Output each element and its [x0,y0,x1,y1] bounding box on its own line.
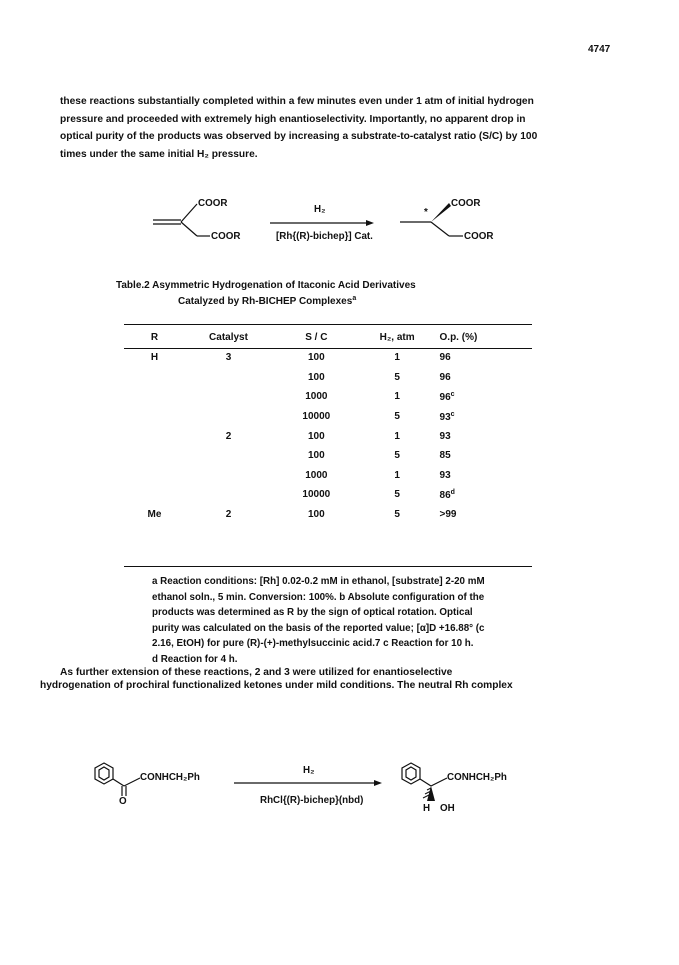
cell-h2: 1 [394,391,400,403]
cell-catalyst [185,368,272,388]
table-header-row [124,326,532,348]
header-catalyst: Catalyst [209,331,248,343]
cell-r [124,466,185,486]
paragraph-2-line: hydrogenation of prochiral functionalized ketones under mild conditions. The neutral Rh complex [40,680,513,691]
table-caption-line: Catalyzed by Rh-BICHEP Complexes$^a$ [178,294,357,307]
product-hydroxyl: OH [440,803,455,814]
product-hydrogen: H [423,803,431,814]
footnote-line: purity was calculated on the basis of the reported value; [α]D +16.88° (c [152,622,485,634]
cell-sc: 100 [307,450,325,462]
table-caption-line: Table.2 Asymmetric Hydrogenation of Itaconic Acid Derivatives [116,280,416,291]
cell-sc: 10000 [302,411,331,423]
cell-op: 96 [439,352,451,364]
scheme-1-catalyst: [Rh{(R)-bichep}] Cat. [276,231,373,242]
cell-catalyst [185,446,272,466]
paragraph-2 [40,666,650,692]
scheme-1-reagent: H₂ [314,204,326,215]
cell-op: 85 [439,450,451,462]
cell-r [124,426,185,446]
cell-op: 86$^d$ [439,488,455,501]
footnote-marker: d [450,488,455,496]
cell-r: Me [147,509,162,521]
footnote-line: a Reaction conditions: [Rh] 0.02-0.2 mM in ethanol, [substrate] 2-20 mM [152,576,485,587]
cell-sc: 1000 [305,391,328,403]
cell-h2: 5 [394,489,400,501]
table-row [124,348,532,368]
cell-sc: 10000 [302,489,331,501]
footnote-line: d Reaction for 4 h. [152,653,238,665]
cell-sc: 100 [307,509,325,521]
table-caption [116,280,416,308]
footnote-marker: c [450,410,455,418]
cell-catalyst [185,466,272,486]
table-footnotes [152,574,552,668]
cell-op: 93 [439,430,451,442]
cell-h2: 5 [394,509,400,521]
cell-sc: 100 [307,352,325,364]
product-coor-bottom: COOR [464,231,494,242]
paragraph-1-line: these reactions substantially completed within a few minutes even under 1 atm of initial hydrogen [60,96,534,107]
cell-op: 96$^c$ [439,390,455,403]
table-row [124,368,532,388]
cell-op: 93 [439,469,451,481]
cell-catalyst [185,387,272,407]
cell-sc: 1000 [305,469,328,481]
scheme-2-catalyst: RhCl{(R)-bichep}(nbd) [260,795,364,806]
table-row [124,407,532,427]
cell-r [124,387,185,407]
cell-r [124,485,185,505]
substrate-amide-group: CONHCH₂Ph [140,772,200,783]
cell-h2: 5 [394,371,400,383]
cell-h2: 5 [394,411,400,423]
cell-op: >99 [439,509,457,521]
table-row [124,505,532,525]
cell-catalyst: 2 [225,509,232,521]
cell-h2: 1 [394,352,400,364]
product-amide-group: CONHCH₂Ph [447,772,507,783]
table-row [124,466,532,486]
footnote-marker: c [450,390,455,398]
footnote-line: ethanol soln., 5 min. Conversion: 100%. b Absolute configuration of the [152,591,485,603]
product-coor-top: COOR [451,198,481,209]
stereocenter-marker: * [424,207,428,218]
header-sc: S / C [305,331,328,343]
cell-sc: 100 [307,371,325,383]
paragraph-2-line: As further extension of these reactions, 2 and 3 were utilized for enantioselective [60,667,453,678]
table-row [124,387,532,407]
header-r: R [150,331,159,343]
header-op: O.p. (%) [439,331,478,343]
scheme-2-reagent: H₂ [303,765,315,776]
table-row [124,446,532,466]
table-top-rule [124,324,532,325]
substrate-carbonyl-oxygen: O [119,796,127,807]
paragraph-1-line: optical purity of the products was observed by increasing a substrate-to-catalyst ratio (S/C) by 100 [60,131,538,142]
cell-r [124,368,185,388]
table-row [124,485,532,505]
cell-r [124,446,185,466]
cell-catalyst [185,485,272,505]
paragraph-1-line: times under the same initial H₂ pressure. [60,148,258,160]
page-number: 4747 [588,44,611,55]
paragraph-1-line: pressure and proceeded with extremely high enantioselectivity. Importantly, no apparent drop in [60,113,526,125]
substrate-coor-bottom: COOR [211,231,241,242]
footnote-line: 2.16, EtOH) for pure (R)-(+)-methylsuccinic acid.7 c Reaction for 10 h. [152,638,474,650]
cell-catalyst: 2 [225,430,232,442]
cell-catalyst: 3 [225,352,232,364]
table-bottom-rule [124,566,532,567]
cell-r [124,407,185,427]
data-table [124,326,532,524]
footnote-line: products was determined as R by the sign of optical rotation. Optical [152,607,473,619]
cell-h2: 5 [394,450,400,462]
cell-h2: 1 [394,469,400,481]
cell-r: H [150,352,159,364]
cell-op: 96 [439,371,451,383]
table-row [124,426,532,446]
table-header-rule [124,348,532,349]
cell-catalyst [185,407,272,427]
header-h2: H₂, atm [379,331,415,343]
cell-h2: 1 [394,430,400,442]
substrate-coor-top: COOR [198,198,228,209]
cell-op: 93$^c$ [439,410,455,423]
cell-sc: 100 [307,430,325,442]
